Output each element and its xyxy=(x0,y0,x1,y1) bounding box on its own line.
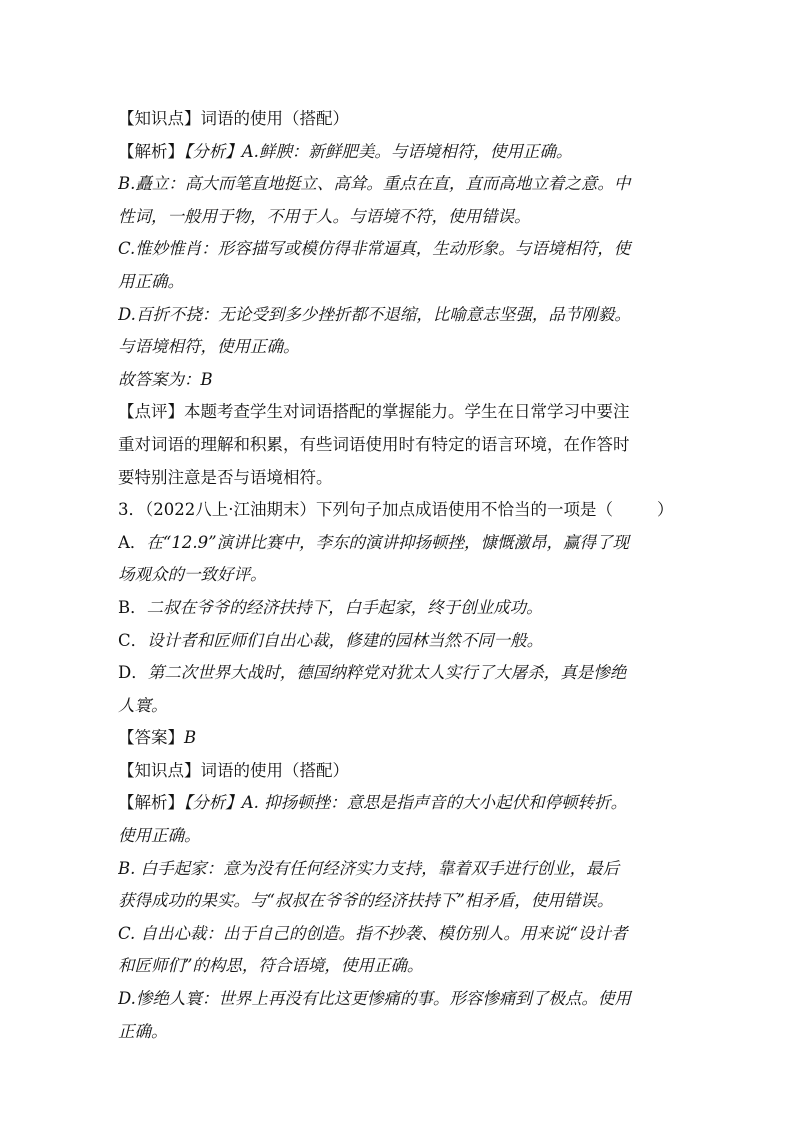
analysis-text-line: D.百折不挠：无论受到多少挫折都不退缩，比喻意志坚强，品节刚毅。 xyxy=(118,304,631,324)
option-d-text: 第二次世界大战时，德国纳粹党对犹太人实行了大屠杀，真是惨绝 xyxy=(147,663,627,683)
answer-tag: 【答案】 xyxy=(118,728,184,748)
analysis-text-line: B. 白手起家：意为没有任何经济实力支持，靠着双手进行创业，最后 xyxy=(118,858,620,878)
option-b-line xyxy=(118,592,684,625)
answer-value: B xyxy=(184,728,197,748)
knowledge-point-line xyxy=(118,103,684,136)
analysis-text-line: C. 自出心裁：出于自己的创造。指不抄袭、模仿别人。用来说“设计者 xyxy=(118,923,628,943)
option-d-label: D． xyxy=(118,663,148,683)
knowledge-point-tag: 【知识点】 xyxy=(118,109,201,128)
answer-line xyxy=(118,722,684,755)
analysis-line xyxy=(118,787,684,820)
question-stem-line xyxy=(118,494,684,527)
question-stem-end: ） xyxy=(656,500,674,520)
knowledge-point-tag: 【知识点】 xyxy=(118,760,201,780)
comment-text-line: 重对词语的理解和积累，有些词语使用时有特定的语言环境，在作答时 xyxy=(118,434,630,454)
analysis-text-line: 性词，一般用于物，不用于人。与语境不符，使用错误。 xyxy=(118,206,531,226)
answer-analysis-text xyxy=(118,103,684,1048)
analysis-tag: 【解析】 xyxy=(118,141,184,161)
knowledge-point-text: 词语的使用（搭配） xyxy=(200,109,349,128)
analysis-sub-tag: 【分析】 xyxy=(184,141,242,161)
option-c-line xyxy=(118,625,684,658)
analysis-tag: 【解析】 xyxy=(118,793,184,813)
analysis-text-line: 获得成功的果实。与“叔叔在爷爷的经济扶持下”相矛盾，使用错误。 xyxy=(118,891,614,911)
option-c-label: C． xyxy=(118,630,148,650)
analysis-text-line: D.惨绝人寰：世界上再没有比这更惨痛的事。形容惨痛到了极点。使用 xyxy=(118,989,631,1009)
comment-text: 本题考查学生对词语搭配的掌握能力。学生在日常学习中要注 xyxy=(184,402,630,422)
option-d-text-line: 人寰。 xyxy=(118,695,168,715)
option-b-label: B． xyxy=(118,597,147,617)
comment-line xyxy=(118,396,684,429)
analysis-text-line: 与语境相符，使用正确。 xyxy=(118,337,300,357)
option-a-line xyxy=(118,527,684,560)
knowledge-point-text: 词语的使用（搭配） xyxy=(200,760,349,780)
analysis-text-line: 和匠师们”的构思，符合语境，使用正确。 xyxy=(118,956,424,976)
comment-text-line: 要特别注意是否与语境相符。 xyxy=(118,467,333,487)
analysis-line xyxy=(118,136,684,169)
knowledge-point-line xyxy=(118,755,684,788)
comment-tag: 【点评】 xyxy=(118,402,184,422)
option-a-label: A． xyxy=(118,532,147,552)
analysis-sub-tag: 【分析】 xyxy=(184,793,242,813)
analysis-text-line: 用正确。 xyxy=(118,271,184,291)
option-a-text-line: 场观众的一致好评。 xyxy=(118,565,267,585)
analysis-text: A.鲜腴：新鲜肥美。与语境相符，使用正确。 xyxy=(241,141,573,161)
analysis-text: A. 抑扬顿挫：意思是指声音的大小起伏和停顿转折。 xyxy=(241,793,628,813)
analysis-text-line: C.惟妙惟肖：形容描写或模仿得非常逼真，生动形象。与语境相符，使 xyxy=(118,239,631,259)
analysis-text-line: 正确。 xyxy=(118,1021,168,1041)
analysis-text-line: B.矗立：高大而笔直地挺立、高耸。重点在直，直而高地立着之意。中 xyxy=(118,174,631,194)
option-b-text: 二叔在爷爷的经济扶持下，白手起家，终于创业成功。 xyxy=(146,597,543,617)
analysis-text-line: 使用正确。 xyxy=(118,826,201,846)
option-c-text: 设计者和匠师们自出心裁，修建的园林当然不同一般。 xyxy=(147,630,544,650)
question-stem: 下列句子加点成语使用不恰当的一项是（ xyxy=(315,500,613,520)
answer-conclusion-line: 故答案为：B xyxy=(118,369,213,389)
option-d-line xyxy=(118,657,684,690)
question-source: 3．（2022八上·江油期末） xyxy=(118,500,316,520)
option-a-text: 在“12.9”演讲比赛中，李东的演讲抑扬顿挫，慷慨激昂，赢得了现 xyxy=(146,532,630,552)
